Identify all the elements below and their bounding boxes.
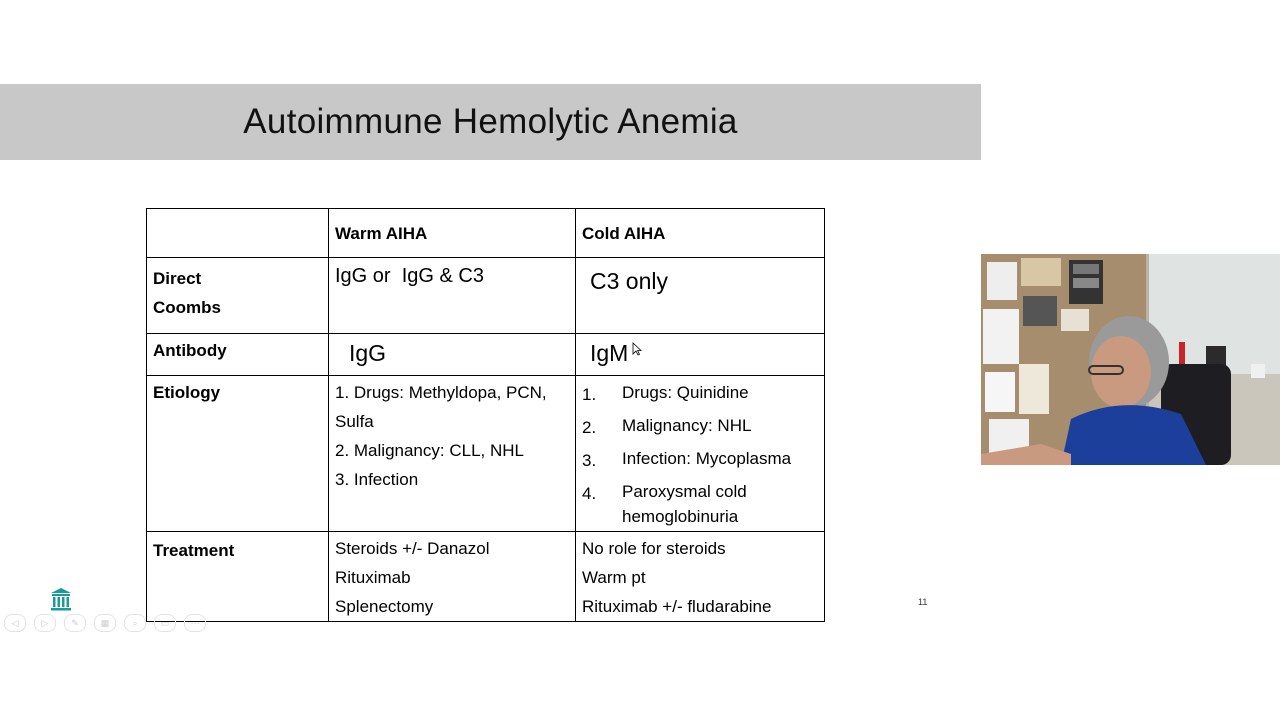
cell-coombs-warm: IgG or IgG & C3 (329, 258, 576, 334)
subtitles-icon[interactable]: ▭ (154, 614, 176, 632)
list-item: 2. Malignancy: CLL, NHL (335, 441, 524, 460)
header-empty (147, 209, 329, 258)
list-item: 4. Paroxysmal cold hemoglobinuria (582, 482, 747, 526)
table-header-row (147, 209, 825, 258)
table-row-treatment (147, 532, 825, 622)
more-icon[interactable]: ⋯ (184, 614, 206, 632)
list-item: Warm pt (582, 568, 646, 587)
mouse-cursor-icon (632, 342, 642, 356)
list-item: Steroids +/- Danazol (335, 539, 490, 558)
cell-treatment-warm (329, 532, 576, 622)
header-warm: Warm AIHA (329, 209, 576, 258)
list-item: 1. Drugs: Quinidine (582, 383, 749, 404)
row-label-coombs: Direct Coombs (147, 258, 329, 334)
prev-icon[interactable]: ◁ (4, 614, 26, 632)
row-label-antibody: Antibody (147, 334, 329, 376)
webcam-video (981, 254, 1280, 465)
page-number: 11 (918, 597, 928, 607)
row-label-treatment: Treatment (147, 532, 329, 622)
cell-etiology-warm (329, 376, 576, 532)
list-item: No role for steroids (582, 539, 726, 558)
title-bar (0, 84, 981, 160)
table-row-coombs (147, 258, 825, 334)
table-row-etiology (147, 376, 825, 532)
pen-icon[interactable]: ✎ (64, 614, 86, 632)
list-item: Rituximab +/- fludarabine (582, 597, 772, 616)
webcam-scene-image (981, 254, 1280, 465)
cell-etiology-cold (576, 376, 825, 532)
list-item: 3. Infection: Mycoplasma (582, 449, 792, 470)
aiha-table (146, 208, 825, 622)
institution-logo-icon (50, 587, 72, 613)
cell-antibody-cold: IgM (576, 334, 825, 376)
table-row-antibody (147, 334, 825, 376)
zoom-icon[interactable]: ⌕ (124, 614, 146, 632)
row-label-etiology: Etiology (147, 376, 329, 532)
cell-antibody-warm: IgG (329, 334, 576, 376)
list-item: 2. Malignancy: NHL (582, 416, 752, 437)
presentation-controls (4, 614, 206, 632)
next-icon[interactable]: ▷ (34, 614, 56, 632)
slide-title: Autoimmune Hemolytic Anemia (243, 102, 738, 141)
list-item: Rituximab (335, 568, 411, 587)
header-cold: Cold AIHA (576, 209, 825, 258)
slides-icon[interactable]: ▦ (94, 614, 116, 632)
cell-coombs-cold: C3 only (576, 258, 825, 334)
etiology-cold-list (582, 378, 818, 531)
list-item: Splenectomy (335, 597, 434, 616)
list-item: 3. Infection (335, 470, 419, 489)
list-item: 1. Drugs: Methyldopa, PCN, Sulfa (335, 383, 547, 431)
cell-treatment-cold (576, 532, 825, 622)
